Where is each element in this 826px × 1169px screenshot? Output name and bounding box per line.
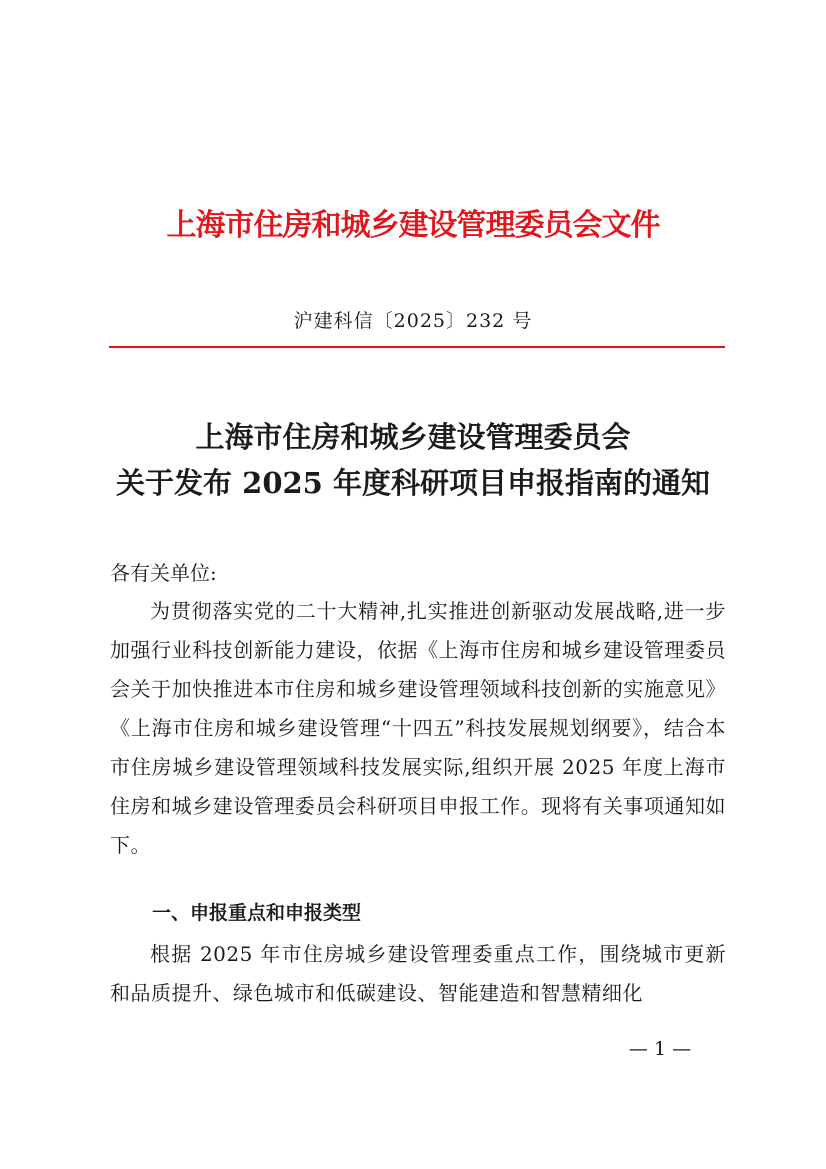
notice-title-line-1: 上海市住房和城乡建设管理委员会 (195, 420, 631, 454)
section-heading-1: 一、申报重点和申报类型 (152, 902, 362, 924)
page-number: — 1 — (628, 1038, 692, 1060)
notice-title-line-2: 关于发布 2025 年度科研项目申报指南的通知 (116, 466, 710, 500)
body-paragraph-1: 为贯彻落实党的二十大精神,扎实推进创新驱动发展战略,进一步加强行业科技创新能力建设，依据《上海市住房和城乡建设管理委员会关于加快推进本市住房和城乡建设管理领域科技创新的实施意见》《上海市住房和城乡建设管理“十四五”科技发展规划纲要》，结合本市住房城乡建设管理领域科技发展实际,组织开展 2025 年度上海市住房和城乡建设管理委员会科研项目申报工作。现将有关事项通知如下。 (110, 599, 726, 857)
red-divider-line (109, 346, 725, 348)
document-number: 沪建科信〔2025〕232 号 (293, 310, 533, 332)
salutation: 各有关单位: (110, 561, 217, 585)
notice-title (0, 414, 826, 506)
body-paragraph-2: 根据 2025 年市住房城乡建设管理委重点工作，围绕城市更新和品质提升、绿色城市和低碳建设、智能建造和智慧精细化 (110, 942, 726, 1005)
document-header-title: 上海市住房和城乡建设管理委员会文件 (166, 208, 660, 243)
